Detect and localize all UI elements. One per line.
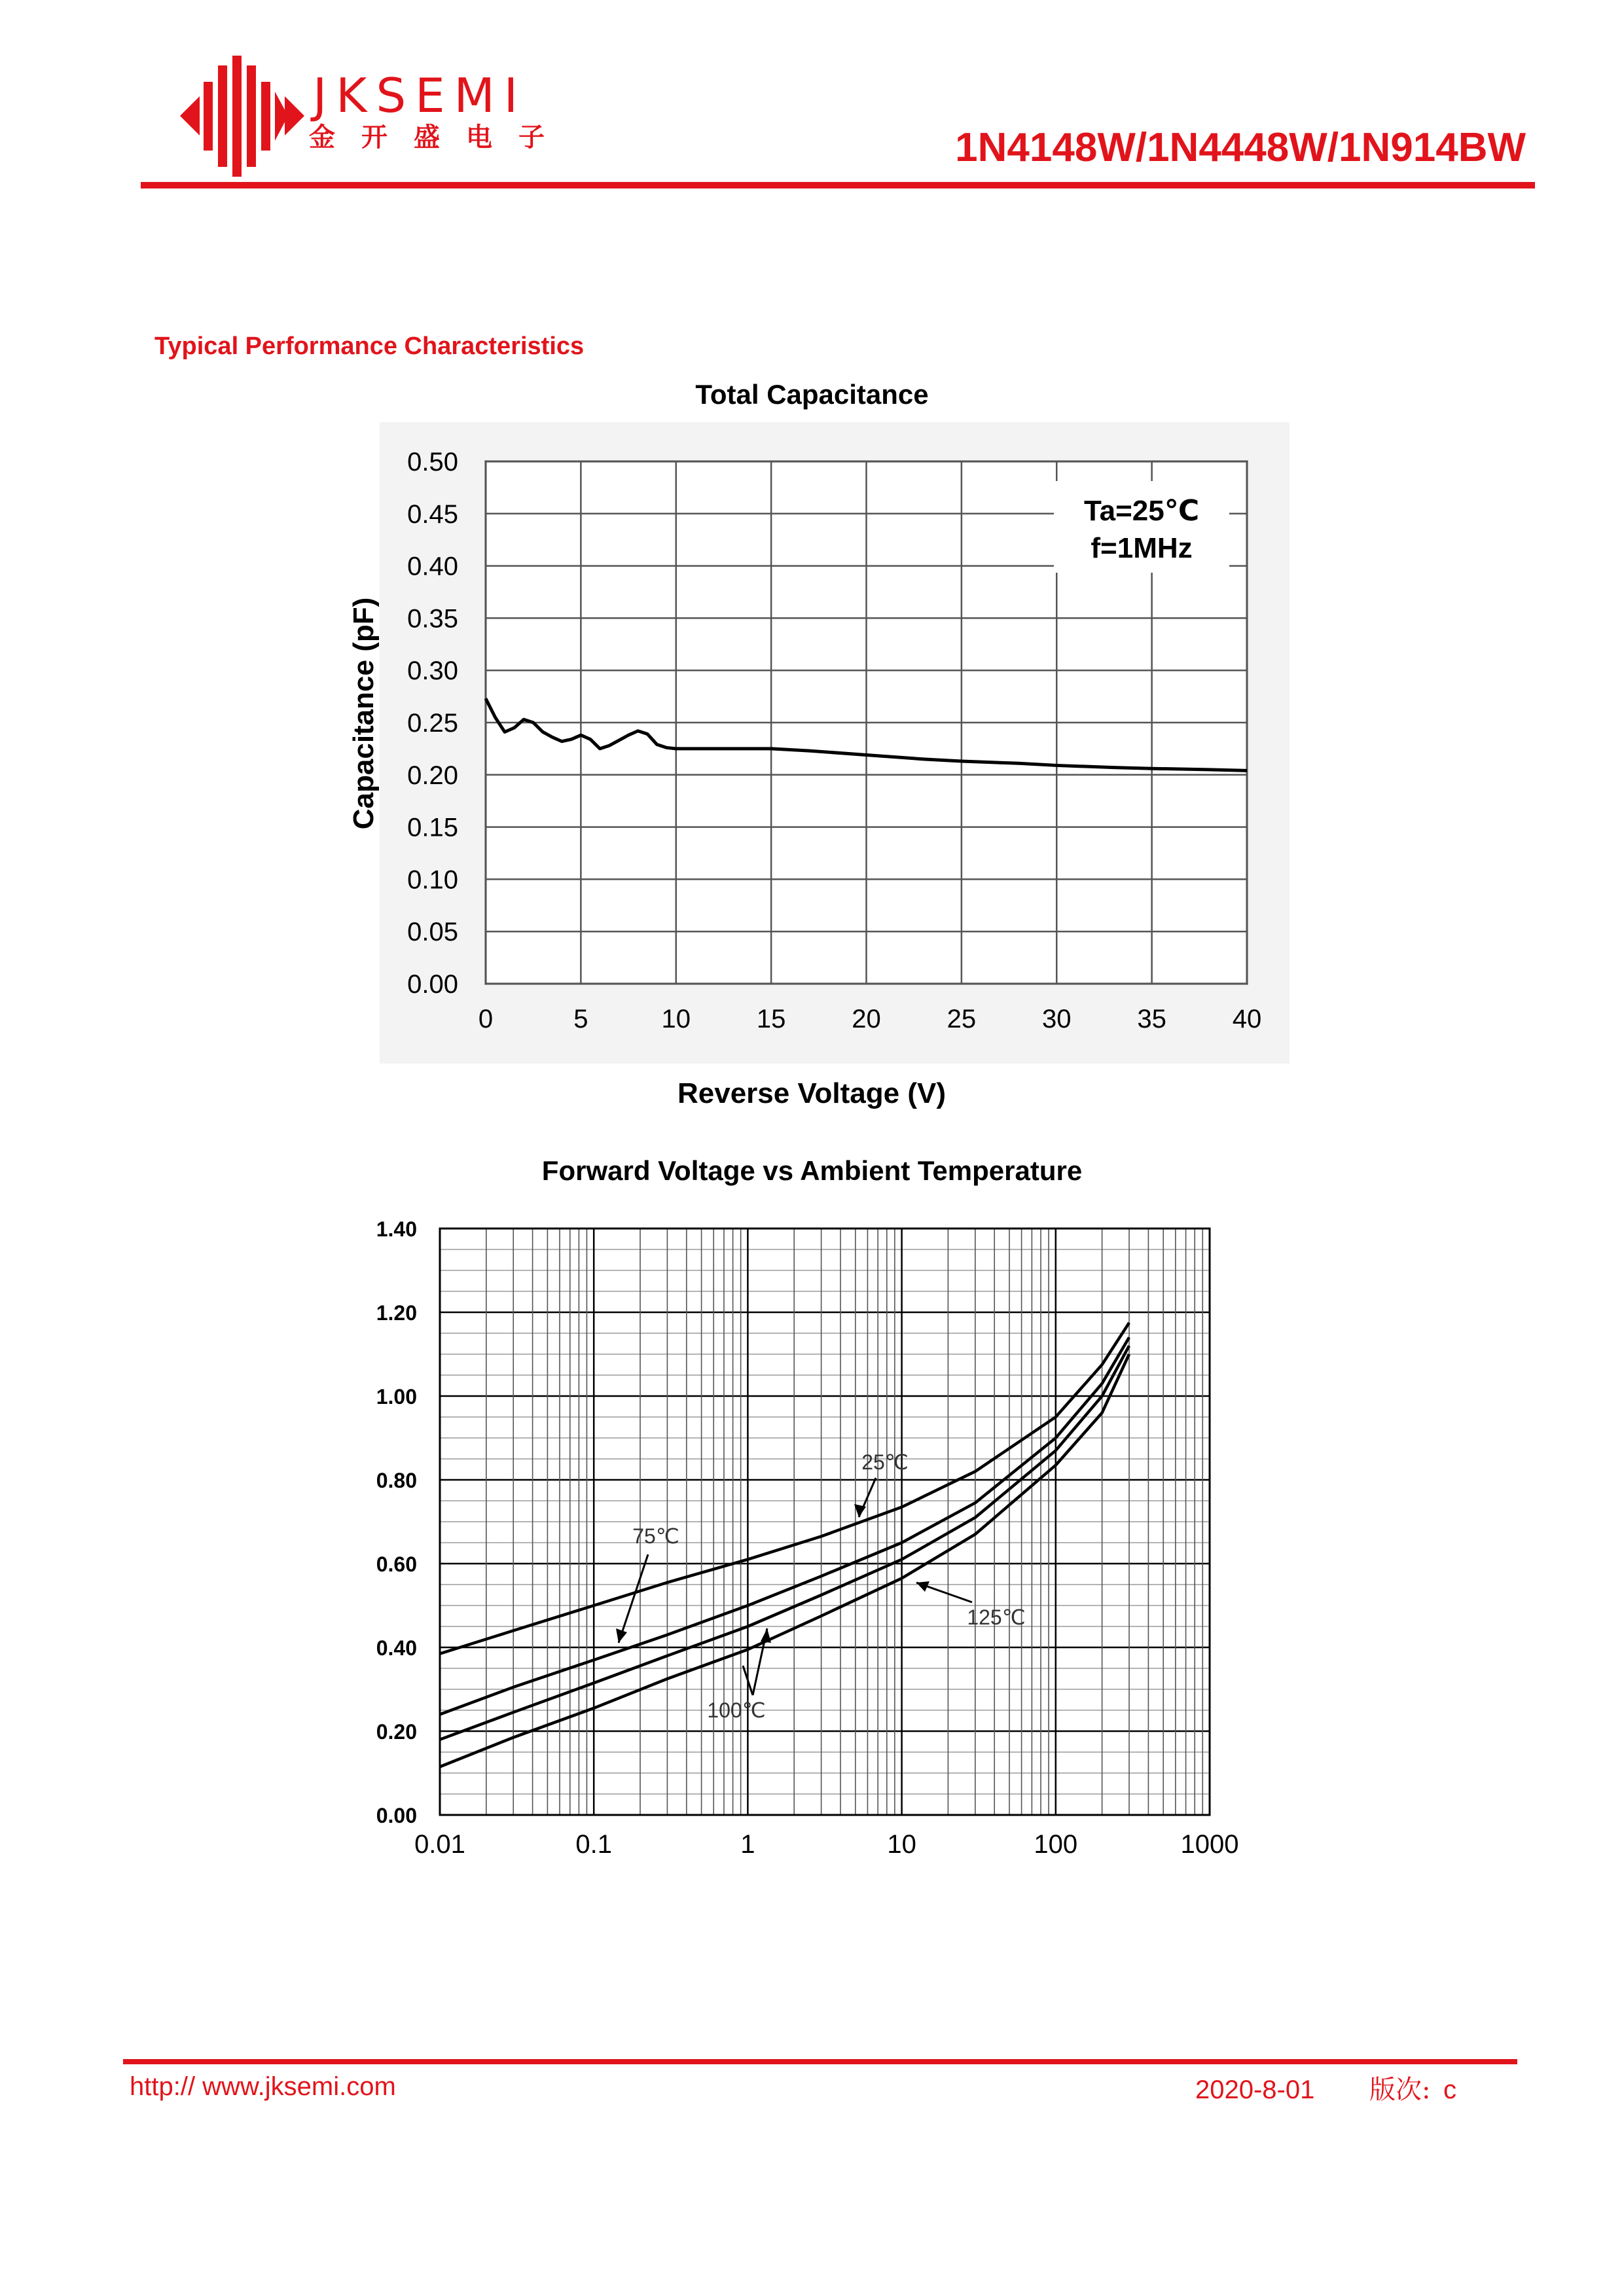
forward-voltage-series-125℃	[440, 1354, 1129, 1767]
forward-voltage-y-tick-label: 1.00	[376, 1385, 417, 1408]
forward-voltage-x-tick-label: 10	[887, 1830, 916, 1859]
capacitance-y-tick-label: 0.45	[407, 499, 458, 529]
capacitance-x-tick-label: 40	[1232, 1005, 1262, 1033]
section-title: Typical Performance Characteristics	[154, 332, 585, 360]
forward-voltage-y-tick-label: 0.20	[376, 1720, 417, 1744]
capacitance-x-tick-label: 20	[852, 1005, 881, 1033]
forward-voltage-y-tick-label: 0.00	[376, 1804, 417, 1827]
forward-voltage-y-tick-label: 0.40	[376, 1636, 417, 1660]
forward-voltage-x-tick-label: 100	[1034, 1830, 1078, 1859]
brand-name-chinese: 金开盛电子	[309, 122, 571, 152]
forward-voltage-y-tick-label: 0.80	[376, 1469, 417, 1492]
revision-date: 2020-8-01	[1195, 2075, 1315, 2104]
forward-voltage-series-75℃	[440, 1337, 1129, 1714]
frequency-condition: f=1MHz	[1091, 532, 1193, 564]
capacitance-y-tick-label: 0.35	[407, 604, 458, 634]
curve-label-25c: 25℃	[861, 1450, 909, 1474]
capacitance-x-tick-label: 0	[478, 1005, 494, 1033]
part-number: 1N4148W/1N4448W/1N914BW	[955, 125, 1526, 170]
version-value: c	[1443, 2075, 1456, 2104]
capacitance-y-axis-label: Capacitance (pF)	[348, 597, 380, 830]
capacitance-y-tick-label: 0.30	[407, 656, 458, 686]
forward-voltage-y-tick-label: 1.40	[376, 1217, 417, 1241]
capacitance-y-tick-label: 0.05	[407, 918, 458, 947]
forward-voltage-x-tick-label: 0.01	[414, 1830, 465, 1859]
capacitance-x-tick-label: 25	[947, 1005, 977, 1033]
capacitance-x-tick-label: 15	[756, 1005, 786, 1033]
capacitance-y-tick-label: 0.10	[407, 865, 458, 895]
capacitance-y-tick-label: 0.20	[407, 761, 458, 790]
forward-voltage-x-tick-label: 1	[740, 1830, 755, 1859]
capacitance-chart-title: Total Capacitance	[695, 379, 929, 410]
capacitance-x-tick-label: 30	[1042, 1005, 1072, 1033]
curve-label-125c: 125℃	[967, 1605, 1026, 1629]
forward-voltage-y-tick-label: 0.60	[376, 1552, 417, 1576]
capacitance-y-tick-label: 0.40	[407, 552, 458, 581]
curve-label-100c: 100℃	[707, 1698, 766, 1722]
arrow-75c	[619, 1554, 648, 1643]
capacitance-y-tick-label: 0.00	[407, 970, 458, 999]
capacitance-x-tick-label: 10	[661, 1005, 691, 1033]
temperature-condition: Ta=25℃	[1084, 495, 1199, 527]
forward-voltage-x-tick-label: 1000	[1180, 1830, 1239, 1859]
website-link[interactable]: http:// www.jksemi.com	[130, 2072, 396, 2101]
capacitance-x-tick-label: 35	[1137, 1005, 1166, 1033]
brand-name: JKSEMI	[313, 68, 527, 123]
version-label: 版次:	[1369, 2075, 1431, 2105]
capacitance-y-tick-label: 0.15	[407, 813, 458, 842]
capacitance-x-tick-label: 5	[573, 1005, 588, 1033]
curve-label-75c: 75℃	[632, 1524, 679, 1548]
forward-voltage-x-tick-label: 0.1	[575, 1830, 613, 1859]
capacitance-x-axis-label: Reverse Voltage (V)	[677, 1077, 947, 1109]
forward-voltage-series-25℃	[440, 1323, 1129, 1654]
footer-divider	[123, 2059, 1517, 2064]
forward-voltage-chart-title: Forward Voltage vs Ambient Temperature	[541, 1155, 1083, 1186]
capacitance-y-tick-label: 0.25	[407, 709, 458, 738]
capacitance-y-tick-label: 0.50	[407, 448, 458, 476]
forward-voltage-y-tick-label: 1.20	[376, 1301, 417, 1325]
